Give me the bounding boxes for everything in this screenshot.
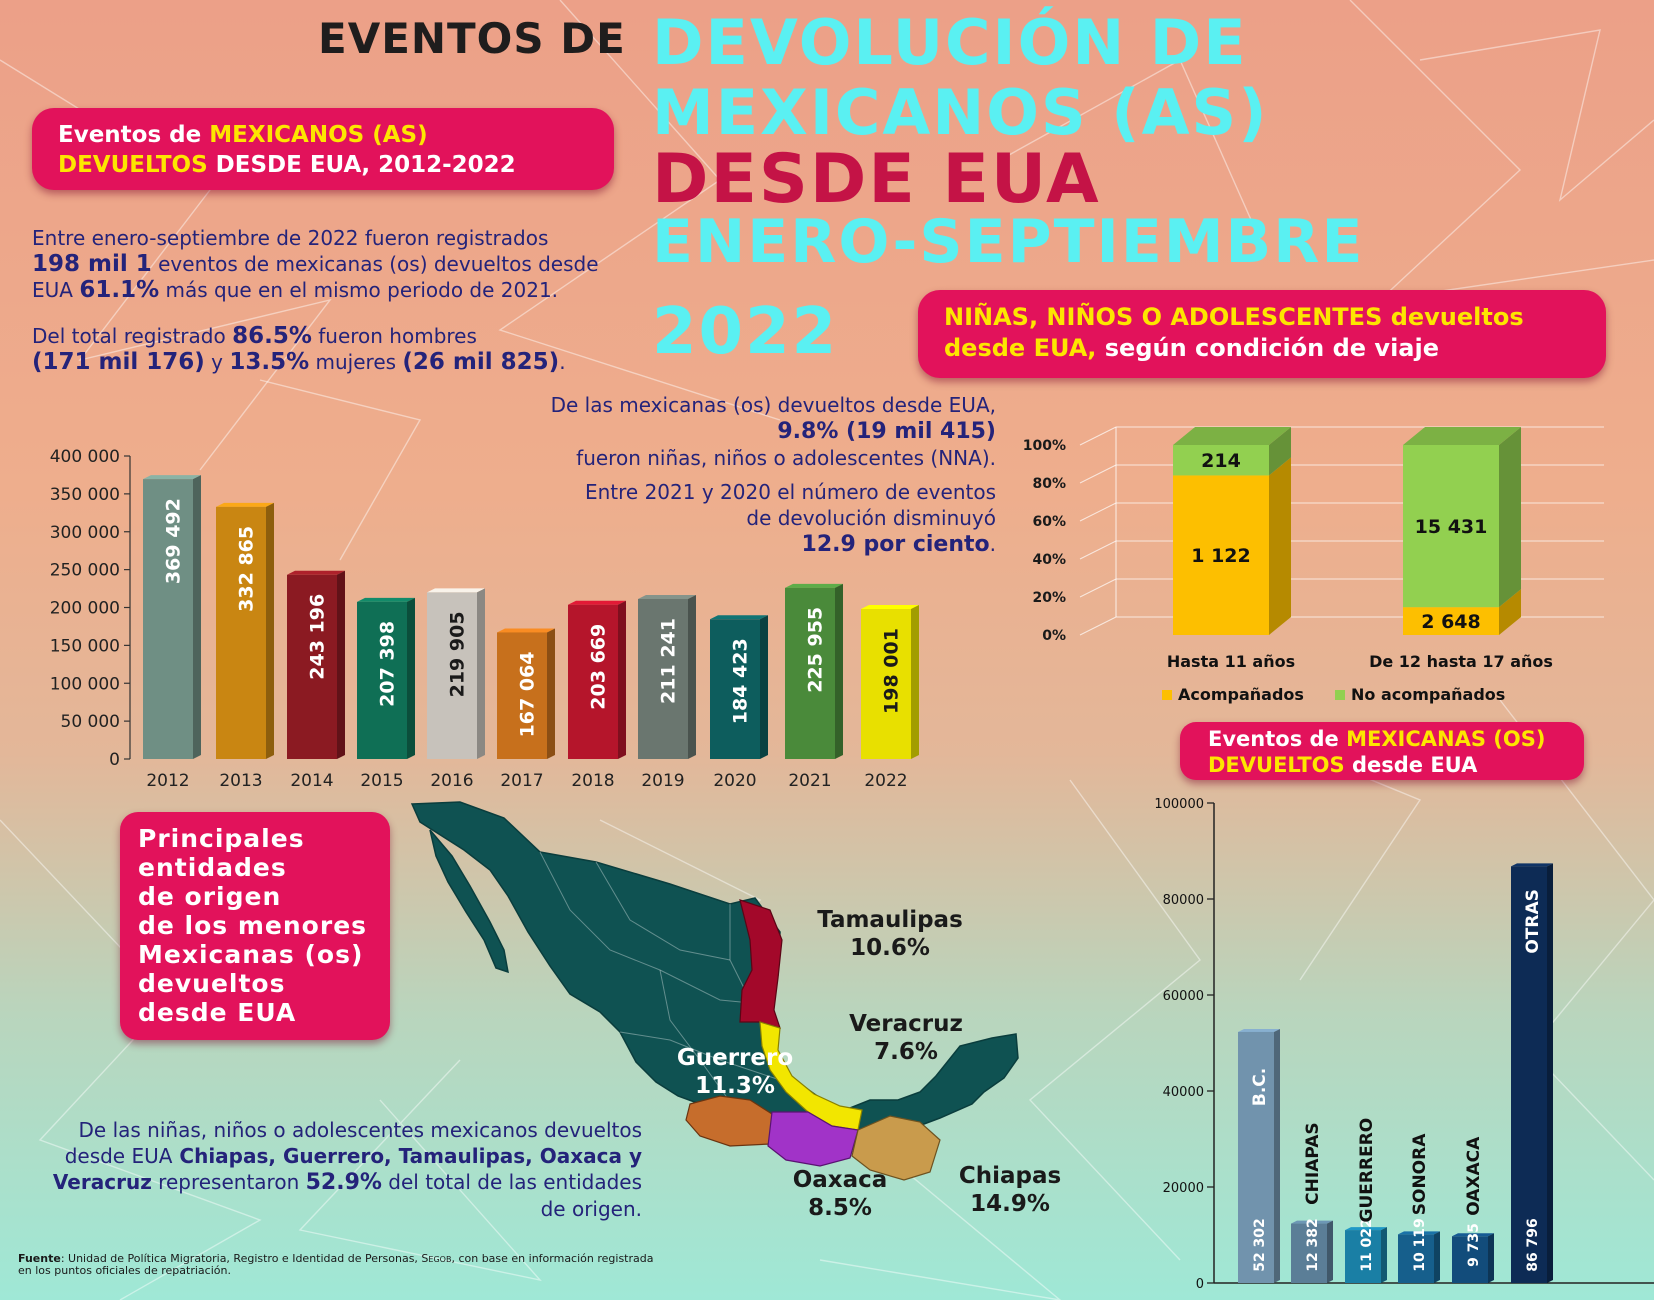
- bar-value-label: 207 398: [376, 620, 399, 707]
- bar-value-label: 198 001: [880, 628, 903, 714]
- bar-side-face: [407, 598, 415, 759]
- states-events-chart: [1140, 790, 1654, 1300]
- bar-top-face: [427, 588, 485, 592]
- legend-label-accompanied: Acompañados: [1178, 685, 1304, 704]
- year-bar-2018: [568, 601, 626, 759]
- y-tick-label: 0%: [1042, 628, 1066, 644]
- y-tick-label: 20000: [1162, 1181, 1204, 1196]
- state-bar-2: [1345, 1118, 1387, 1283]
- bar-side-face: [547, 628, 555, 759]
- x-tick-label: 2012: [146, 771, 190, 791]
- x-tick-label: 2019: [641, 771, 685, 791]
- bar-top-face: [861, 605, 919, 609]
- x-tick-label: 2018: [571, 771, 615, 791]
- category-label: De 12 hasta 17 años: [1369, 652, 1553, 671]
- y-tick-label: 50 000: [60, 712, 120, 733]
- category-label: CHIAPAS: [1303, 1122, 1323, 1205]
- bar-side-face: [1327, 1221, 1333, 1283]
- grid-diagonal: [1080, 427, 1116, 445]
- header-line-2: MEXICANOS (AS): [652, 76, 1269, 149]
- value-label-unaccompanied: 214: [1201, 450, 1241, 473]
- source-note: Fuente: Unidad de Política Migratoria, Registro e Identidad de Personas, Segob, con base en información registrada en los puntos oficiales de repatriación.: [18, 1252, 654, 1277]
- bar-top-face: [357, 598, 415, 602]
- stack-0: [1173, 427, 1291, 635]
- middle-paragraph: De las mexicanas (os) devueltos desde EUA, 9.8% (19 mil 415) fueron niñas, niños o adolescentes (NNA). Entre 2021 y 2020 el número de eventos de devolución disminuyó 12.9 por ciento.: [550, 393, 996, 557]
- yearly-events-chart: [0, 430, 960, 800]
- nna-title: NIÑAS, NIÑOS O ADOLESCENTES devueltos desde EUA, según condición de viaje: [918, 290, 1606, 378]
- nna-travel-condition-chart: [1022, 395, 1654, 715]
- bar-value-label: 52 302: [1252, 1218, 1268, 1272]
- y-tick-label: 350 000: [49, 484, 120, 505]
- bar-value-label: 332 865: [235, 525, 258, 612]
- y-tick-label: 300 000: [49, 522, 120, 543]
- state-bar-1: [1291, 1122, 1333, 1283]
- bar-top-face: [216, 503, 274, 507]
- year-bar-2021: [785, 584, 843, 759]
- legend-label-unaccompanied: No acompañados: [1351, 685, 1506, 704]
- guerrero-label: Guerrero 11.3%: [676, 1045, 794, 1099]
- bar-value-label: 11 022: [1359, 1218, 1375, 1272]
- bar-top-face: [1238, 1029, 1280, 1032]
- y-tick-label: 80000: [1162, 893, 1204, 908]
- header-line-5: 2022: [652, 295, 839, 369]
- legend-swatch-unaccompanied: [1335, 690, 1345, 700]
- header-line-3: DESDE EUA: [652, 140, 1101, 219]
- year-bar-2012: [143, 475, 201, 759]
- bar-side-face: [835, 584, 843, 759]
- category-label: SONORA: [1410, 1133, 1430, 1216]
- year-bar-2022: [861, 605, 919, 759]
- y-tick-label: 100%: [1022, 438, 1066, 454]
- x-tick-label: 2017: [500, 771, 544, 791]
- bar-side-face: [760, 615, 768, 759]
- states-title: Eventos de MEXICANAS (OS) DEVUELTOS desde EUA: [1180, 722, 1584, 780]
- x-tick-label: 2022: [864, 771, 908, 791]
- category-label: B.C.: [1250, 1067, 1270, 1107]
- bar-value-label: 219 905: [446, 611, 469, 698]
- state-bar-3: [1398, 1133, 1440, 1283]
- bar-side-unaccompanied: [1499, 427, 1521, 607]
- value-label-accompanied: 1 122: [1191, 545, 1251, 568]
- y-tick-label: 0: [109, 750, 120, 770]
- grid-diagonal: [1080, 617, 1116, 635]
- year-bar-2016: [427, 588, 485, 759]
- y-tick-label: 0: [1195, 1277, 1204, 1292]
- y-tick-label: 80%: [1032, 476, 1066, 492]
- x-tick-label: 2016: [430, 771, 474, 791]
- grid-diagonal: [1080, 503, 1116, 521]
- y-tick-label: 20%: [1032, 590, 1066, 606]
- chiapas-label: Chiapas 14.9%: [958, 1163, 1062, 1217]
- bar-top-face: [1511, 863, 1553, 866]
- state-bar-4: [1452, 1136, 1494, 1283]
- header-prefix: EVENTOS DE: [318, 14, 626, 63]
- year-bar-2014: [287, 571, 345, 759]
- bar-value-label: 184 423: [729, 638, 752, 725]
- year-bar-2015: [357, 598, 415, 759]
- bar-side-face: [618, 601, 626, 759]
- bar-side-face: [1547, 863, 1553, 1283]
- map-title: Principales entidades de origen de los menores Mexicanas (os) devueltos desde EUA: [120, 812, 390, 1040]
- states-summary-text: De las niñas, niños o adolescentes mexicanos devueltos desde EUA Chiapas, Guerrero, Tamaulipas, Oaxaca y Veracruz representaron 52.9% del total de las entidades de origen.: [52, 1118, 642, 1221]
- bar-top-face: [785, 584, 843, 588]
- y-tick-label: 400 000: [49, 447, 120, 467]
- intro-paragraph: Entre enero-septiembre de 2022 fueron registrados 198 mil 1 eventos de mexicanas (os) devueltos desde EUA 61.1% más que en el mismo periodo de 2021. Del total registrado 86.5% fueron hombres (171 mil 176) y 13.5% mujeres (26 mil 825).: [32, 226, 599, 375]
- y-tick-label: 250 000: [49, 560, 120, 581]
- x-tick-label: 2020: [713, 771, 757, 791]
- stack-1: [1403, 427, 1521, 635]
- x-tick-label: 2021: [788, 771, 832, 791]
- tamaulipas-label: Tamaulipas 10.6%: [817, 907, 963, 961]
- bar-value-label: 167 064: [516, 651, 539, 738]
- x-tick-label: 2015: [360, 771, 404, 791]
- bar-value-label: 211 241: [657, 618, 680, 704]
- bar-value-label: 243 196: [306, 593, 329, 680]
- value-label-accompanied: 2 648: [1421, 611, 1481, 634]
- year-bar-2017: [497, 628, 555, 759]
- returned-events-title: Eventos de MEXICANOS (AS) DEVUELTOS DESDE EUA, 2012-2022: [32, 108, 614, 190]
- bar-side-face: [266, 503, 274, 759]
- grid-diagonal: [1080, 541, 1116, 559]
- bar-top-face: [568, 601, 626, 605]
- year-bar-2020: [710, 615, 768, 759]
- bar-top-face: [638, 595, 696, 599]
- y-tick-label: 40%: [1032, 552, 1066, 568]
- oaxaca-label: Oaxaca 8.5%: [792, 1167, 888, 1221]
- bar-value-label: 86 796: [1525, 1218, 1541, 1272]
- bar-side-face: [1381, 1227, 1387, 1283]
- legend-swatch-accompanied: [1162, 690, 1172, 700]
- veracruz-label: Veracruz 7.6%: [849, 1011, 963, 1065]
- y-tick-label: 40000: [1162, 1085, 1204, 1100]
- legend: [1162, 685, 1505, 704]
- bar-side-face: [1274, 1029, 1280, 1283]
- y-tick-label: 60000: [1162, 989, 1204, 1004]
- y-tick-label: 150 000: [49, 636, 120, 657]
- bar-value-label: 10 119: [1412, 1218, 1428, 1272]
- state-bar-0: [1238, 1029, 1280, 1283]
- grid-diagonal: [1080, 465, 1116, 483]
- grid-diagonal: [1080, 579, 1116, 597]
- x-tick-label: 2014: [290, 771, 334, 791]
- bar-value-label: 369 492: [162, 498, 185, 585]
- category-label: Hasta 11 años: [1166, 652, 1296, 671]
- bar-side-face: [193, 475, 201, 759]
- y-tick-label: 200 000: [49, 598, 120, 619]
- bar-top-face: [710, 615, 768, 619]
- value-label-unaccompanied: 15 431: [1414, 516, 1488, 539]
- category-label: OTRAS: [1523, 889, 1543, 954]
- bar-side-face: [1434, 1231, 1440, 1283]
- y-tick-label: 100 000: [49, 674, 120, 695]
- y-tick-label: 100000: [1154, 797, 1204, 812]
- bar-side-face: [337, 571, 345, 759]
- category-label: GUERRERO: [1357, 1117, 1377, 1223]
- header-line-4: ENERO-SEPTIEMBRE: [652, 207, 1365, 277]
- bar-side-face: [1488, 1233, 1494, 1283]
- header-line-1: DEVOLUCIÓN DE: [652, 6, 1248, 79]
- bar-side-face: [911, 605, 919, 759]
- state-bar-5: [1511, 863, 1553, 1283]
- bar-top-face: [497, 628, 555, 632]
- bar-side-face: [477, 588, 485, 759]
- bar-value-label: 12 382: [1305, 1218, 1321, 1272]
- bar-side-face: [688, 595, 696, 759]
- bar-value-label: 203 669: [587, 623, 610, 710]
- x-tick-label: 2013: [219, 771, 263, 791]
- bar-top-face: [287, 571, 345, 575]
- bar-value-label: 9 735: [1466, 1223, 1482, 1267]
- year-bar-2013: [216, 503, 274, 759]
- bar-top-face: [143, 475, 201, 479]
- year-bar-2019: [638, 595, 696, 759]
- bar-side-accompanied: [1269, 457, 1291, 635]
- y-tick-label: 60%: [1032, 514, 1066, 530]
- bar-value-label: 225 955: [804, 606, 827, 693]
- category-label: OAXACA: [1464, 1136, 1484, 1216]
